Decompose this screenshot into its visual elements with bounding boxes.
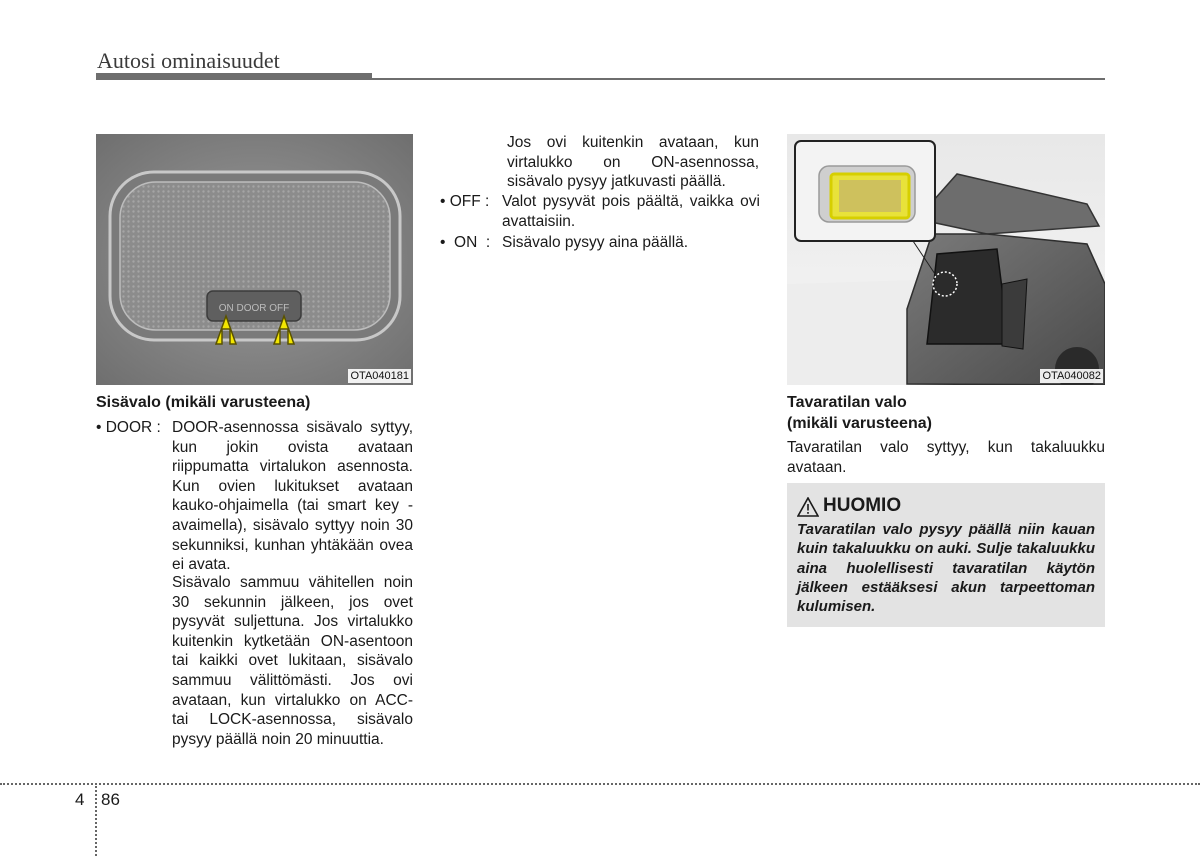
cargo-light-description: Tavaratilan valo syttyy, kun takaluukku avataan. <box>787 439 1105 476</box>
on-mode-description: Sisävalo pysyy aina päällä. <box>502 234 689 251</box>
off-mode-description: Valot pysyvät pois päältä, vaikka ovi avattaisiin. <box>502 193 760 230</box>
section-number: 4 <box>75 790 85 809</box>
cargo-light-figure <box>787 134 1105 385</box>
car-tailgate-illustration <box>787 134 1105 385</box>
header-rule-thin <box>372 78 1105 80</box>
dome-light-figure <box>96 134 413 385</box>
door-mode-item <box>96 418 414 748</box>
on-mode-item <box>440 233 760 253</box>
door-mode-description-1: DOOR-asennossa sisävalo syttyy, kun jokin ovista avataan riippumatta virtalukon asennosta. Kun ovien lukitukset avataan kauko-ohjaimella (tai smart key -avaimella), sisävalo syttyy noin 30 sekunniksi, kunhan yhtäkään ovea ei avata. <box>172 419 413 574</box>
warning-triangle-icon <box>797 497 819 517</box>
footer-divider <box>95 783 97 856</box>
page-number: 86 <box>101 790 120 809</box>
dome-light-illustration <box>96 134 413 385</box>
off-mode-item <box>440 192 760 232</box>
caution-box <box>787 483 1105 627</box>
footer-rule <box>0 783 1200 785</box>
on-mode-key: • ON : <box>440 234 491 251</box>
header-rule-thick <box>96 73 372 80</box>
caution-title: HUOMIO <box>823 495 902 516</box>
off-mode-key: • OFF : <box>440 193 490 210</box>
page-header-title: Autosi ominaisuudet <box>97 48 280 73</box>
section-heading-cargo-light: Tavaratilan valo <box>787 394 907 411</box>
switch-label: ON DOOR OFF <box>218 303 290 314</box>
caution-text: Tavaratilan valo pysyy päällä niin kauan kuin takaluukku on auki. Sulje takaluukku aina huolellisesti tavaratilan käytön jälkeen estääksesi akun tarpeettoman kulumisen. <box>797 521 1095 616</box>
door-mode-key: • DOOR : <box>96 419 161 436</box>
figure-caption: OTA040082 <box>1042 370 1101 382</box>
section-heading-cargo-light-qualifier: (mikäli varusteena) <box>787 415 932 432</box>
door-mode-continuation: Jos ovi kuitenkin avataan, kun virtalukko on ON-asennossa, sisävalo pysyy jatkuvasti päällä. <box>507 134 759 191</box>
section-heading-interior-light: Sisävalo (mikäli varusteena) <box>96 394 311 411</box>
figure-caption: OTA040181 <box>350 370 409 382</box>
door-mode-description-2: Sisävalo sammuu vähitellen noin 30 sekunnin jälkeen, jos ovet pysyvät suljettuna. Jos virtalukko kuitenkin kytketään ON-asentoon tai kaikki ovet lukitaan, sisävalo sammuu välittömästi. Jos ovi avataan, kun virtalukko on ACC- tai LOCK-asennossa, sisävalo pysyy päällä noin 20 minuuttia. <box>172 574 413 748</box>
cargo-lamp-icon <box>831 174 909 218</box>
